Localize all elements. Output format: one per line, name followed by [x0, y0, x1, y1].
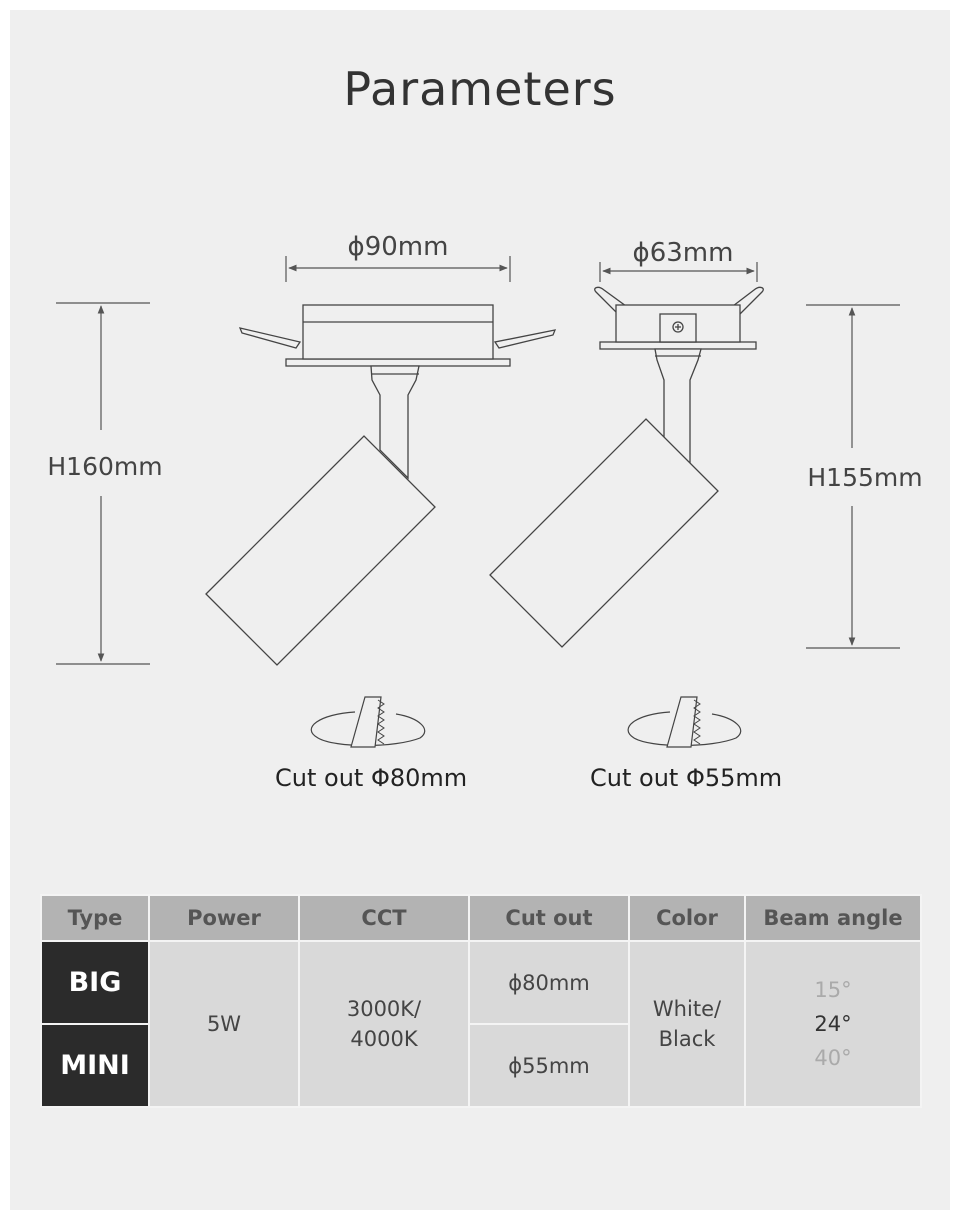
header-power: Power	[149, 895, 299, 941]
big-cutout-label: Cut out Φ80mm	[275, 764, 468, 792]
big-fixture-outline	[206, 305, 555, 665]
power-cell: 5W	[149, 941, 299, 1107]
cct-line-2: 4000K	[350, 1027, 418, 1051]
header-cutout: Cut out	[469, 895, 629, 941]
mini-cutout-icon	[628, 697, 741, 747]
cutout-big: ϕ80mm	[469, 941, 629, 1024]
mini-height-label: H155mm	[807, 463, 923, 492]
header-cct: CCT	[299, 895, 469, 941]
header-beam-angle: Beam angle	[745, 895, 921, 941]
parameters-table	[40, 894, 922, 1108]
color-cell	[629, 941, 745, 1107]
beam-angle-option: 40°	[814, 1046, 852, 1070]
cct-cell	[299, 941, 469, 1107]
mini-fixture-outline	[490, 287, 763, 647]
big-cutout-icon	[311, 697, 424, 747]
header-type: Type	[41, 895, 149, 941]
header-color: Color	[629, 895, 745, 941]
mini-width-label: ϕ63mm	[632, 238, 734, 268]
beam-angle-option: 15°	[814, 978, 852, 1002]
table-header-row	[41, 895, 921, 941]
type-mini: MINI	[41, 1024, 149, 1107]
beam-angle-selected: 24°	[814, 1012, 852, 1036]
color-line-2: Black	[658, 1027, 716, 1051]
type-big: BIG	[41, 941, 149, 1024]
cct-line-1: 3000K/	[346, 997, 422, 1021]
beam-angle-cell	[745, 941, 921, 1107]
page-title: Parameters	[343, 62, 617, 116]
cutout-mini: ϕ55mm	[469, 1024, 629, 1107]
big-height-dimension	[56, 303, 150, 664]
table-row	[41, 941, 921, 1024]
big-width-label: ϕ90mm	[347, 232, 449, 262]
mini-cutout-label: Cut out Φ55mm	[590, 764, 783, 792]
color-line-1: White/	[652, 997, 722, 1021]
big-height-label: H160mm	[47, 452, 163, 481]
